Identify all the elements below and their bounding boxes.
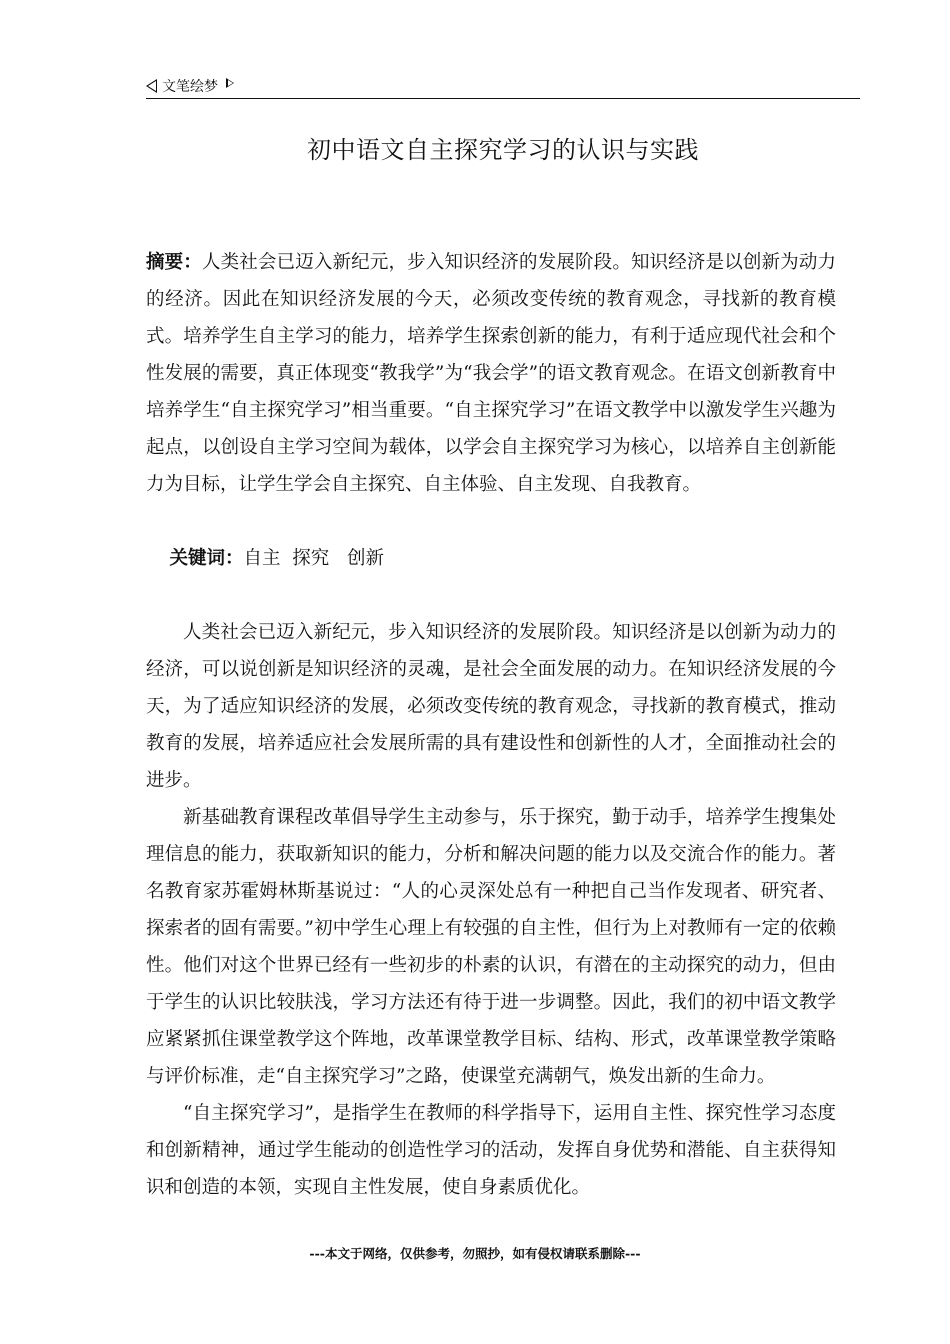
abstract-label: 摘要： <box>146 252 202 273</box>
document-title: 初中语文自主探究学习的认识与实践 <box>307 136 699 164</box>
triangle-left-icon <box>146 79 157 93</box>
paragraph-2: 新基础教育课程改革倡导学生主动参与，乐于探究，勤于动手，培养学生搜集处理信息的能力，获取新知识的能力，分析和解决问题的能力以及交流合作的能力。著名教育家苏霍姆林斯基说过：“人的心灵深处总有一种把自己当作发现者、研究者、探索者的固有需要。”初中学生心理上有较强的自主性，但行为上对教师有一定的依赖性。他们对这个世界已经有一些初步的朴素的认识，有潜在的主动探究的动力，但由于学生的认识比较肤浅，学习方法还有待于进一步调整。因此，我们的初中语文教学应紧紧抓住课堂教学这个阵地，改革课堂教学目标、结构、形式，改革课堂教学策略与评价标准，走“自主探究学习”之路，使课堂充满朝气，焕发出新的生命力。 <box>146 807 836 1087</box>
page-footer: ---本文于网络，仅供参考，勿照抄，如有侵权请联系删除--- <box>309 1246 641 1261</box>
abstract <box>146 244 836 503</box>
header-brand-text: 文笔绘梦 <box>162 79 218 95</box>
header-brand <box>146 76 234 96</box>
page-header <box>146 74 860 99</box>
triangle-right-icon <box>226 78 234 88</box>
keywords <box>146 503 836 614</box>
paragraph-1: 人类社会已迈入新纪元，步入知识经济的发展阶段。知识经济是以创新为动力的经济，可以说创新是知识经济的灵魂，是社会全面发展的动力。在知识经济发展的今天，为了适应知识经济的发展，必须改变传统的教育观念，寻找新的教育模式，推动教育的发展，培养适应社会发展所需的具有建设性和创新性的人才，全面推动社会的进步。 <box>146 622 836 791</box>
keywords-text: 自主 探究 创新 <box>243 548 384 569</box>
keywords-label: 关键词： <box>169 548 244 569</box>
paragraph-3: “自主探究学习”，是指学生在教师的科学指导下，运用自主性、探究性学习态度和创新精神，通过学生能动的创造性学习的活动，发挥自身优势和潜能、自主获得知识和创造的本领，实现自主性发展，使自身素质优化。 <box>146 1103 836 1198</box>
abstract-text: 人类社会已迈入新纪元，步入知识经济的发展阶段。知识经济是以创新为动力的经济。因此在知识经济发展的今天，必须改变传统的教育观念，寻找新的教育模式。培养学生自主学习的能力，培养学生探索创新的能力，有利于适应现代社会和个性发展的需要，真正体现变“教我学”为“我会学”的语文教育观念。在语文创新教育中培养学生“自主探究学习”相当重要。“自主探究学习”在语文教学中以激发学生兴趣为起点，以创设自主学习空间为载体，以学会自主探究学习为核心，以培养自主创新能力为目标，让学生学会自主探究、自主体验、自主发现、自我教育。 <box>146 252 836 495</box>
document-body <box>146 244 836 1206</box>
